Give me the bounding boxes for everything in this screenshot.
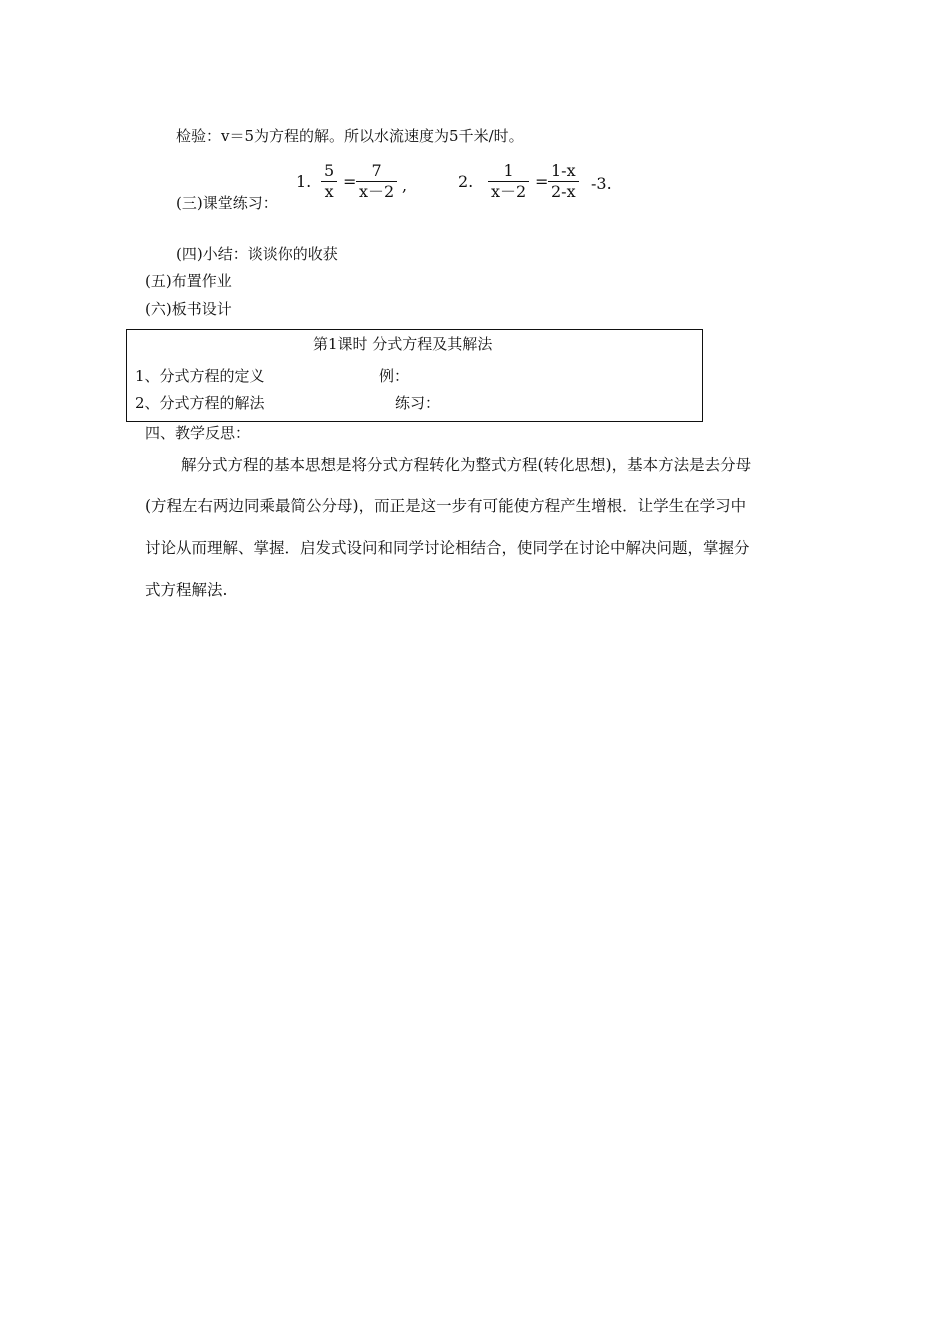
q2-number: 2. [458,172,474,191]
q2-lhs-denominator: x－2 [491,182,527,201]
q2-rhs-fraction [548,161,579,202]
board-row1-right: 例： [379,367,410,385]
q1-rhs-denominator: x－2 [359,182,395,201]
q1-rhs-numerator: 7 [371,161,382,180]
reflection-line-1: 解分式方程的基本思想是将分式方程转化为整式方程(转化思想)，基本方法是去分母 [181,456,752,474]
q2-equals: = [535,172,549,191]
board-row2-left: 2、分式方程的解法 [135,394,265,412]
reflection-line-3: 讨论从而理解、掌握．启发式设问和同学讨论相结合，使同学在讨论中解决问题，掌握分 [145,539,750,557]
board-row1-left: 1、分式方程的定义 [135,367,265,385]
q1-lhs-fraction [321,161,337,202]
q1-tail: , [402,176,408,195]
reflection-line-2: (方程左右两边同乘最简公分母)，而正是这一步有可能使方程产生增根．让学生在学习中 [145,497,747,515]
q1-rhs-fraction [356,161,397,202]
board-design-box [126,329,703,422]
q2-tail: -3. [591,174,612,193]
reflection-line-4: 式方程解法. [145,581,228,599]
reflection-heading: 四、教学反思： [145,424,251,442]
q1-number: 1. [296,172,312,191]
q2-rhs-numerator: 1-x [551,161,576,180]
board-row2-right: 练习： [395,394,441,412]
q2-rhs-denominator: 2-x [551,182,576,201]
board-title: 第1课时 分式方程及其解法 [313,335,493,353]
q1-lhs-numerator: 5 [324,161,335,180]
check-line: 检验：v＝5为方程的解。所以水流速度为5千米/时。 [176,127,524,145]
q2-lhs-fraction [488,161,529,202]
board-design-heading: (六)板书设计 [145,300,232,318]
homework-line: (五)布置作业 [145,272,232,290]
summary-line: (四)小结：谈谈你的收获 [176,245,338,263]
q1-equals: = [343,172,357,191]
practice-label: (三)课堂练习： [176,194,278,212]
q2-lhs-numerator: 1 [503,161,514,180]
q1-lhs-denominator: x [324,182,334,201]
